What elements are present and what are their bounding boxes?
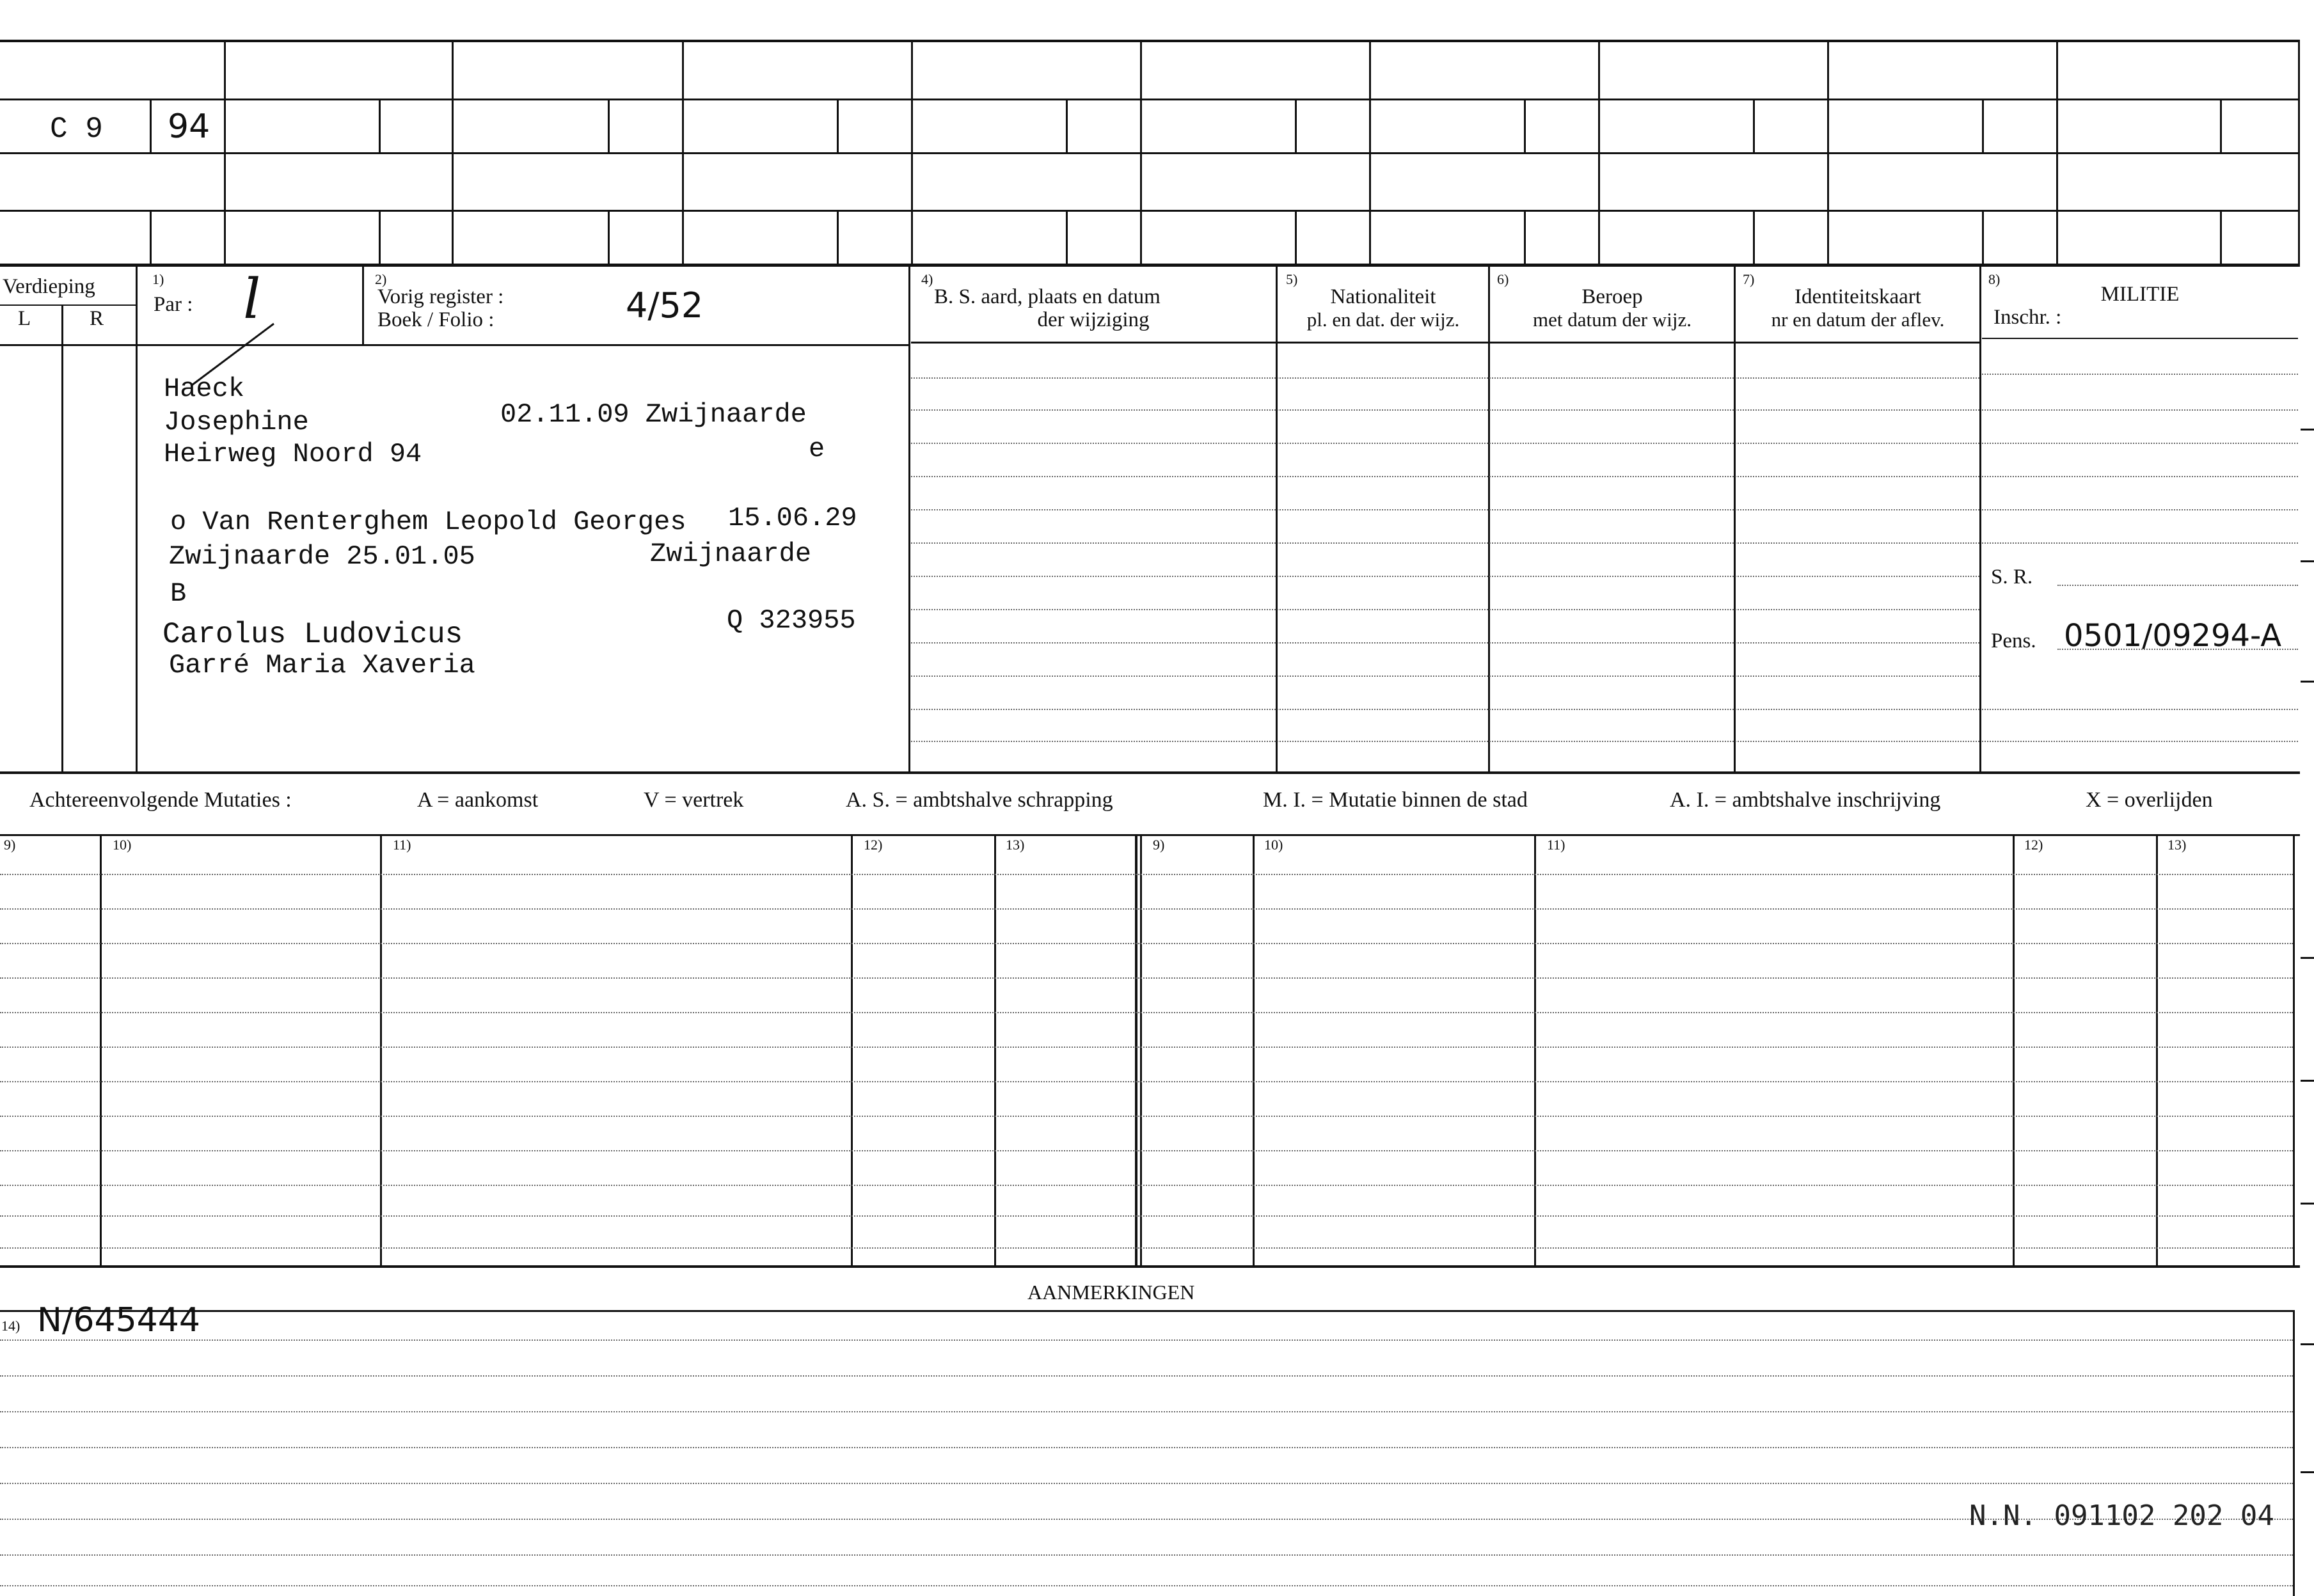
ruled-line <box>911 409 1979 411</box>
grid-divider <box>2220 99 2222 152</box>
grid-divider <box>150 210 152 265</box>
ruled-line <box>911 542 1979 544</box>
column-divider <box>362 266 364 344</box>
grid-divider <box>1295 99 1297 152</box>
column-divider <box>1734 266 1736 773</box>
id-number: Q 323955 <box>727 605 856 636</box>
marriage-place-date: Zwijnaarde 25.01.05 <box>169 541 475 572</box>
grid-divider <box>1524 99 1526 152</box>
spouse-date: 15.06.29 <box>728 503 857 533</box>
ruled-line <box>911 676 1979 677</box>
ruled-line <box>0 1411 2293 1412</box>
top-grid-rule <box>0 152 2300 154</box>
grid-divider <box>1066 210 1068 265</box>
ruled-line <box>0 1012 2293 1013</box>
column-divider <box>851 835 853 1265</box>
ruled-line <box>911 609 1979 610</box>
ruled-line <box>0 1081 2293 1082</box>
column-divider <box>908 266 910 773</box>
father-name: Carolus Ludovicus <box>162 618 463 651</box>
par-label: Par : <box>154 293 193 316</box>
ruled-line <box>0 943 2293 944</box>
beroep-sub-label: met datum der wijz. <box>1533 308 1692 331</box>
edge-tick <box>2301 1203 2314 1205</box>
field-number-14: 14) <box>1 1318 20 1334</box>
column-divider <box>1276 266 1278 773</box>
edge-tick <box>2301 681 2314 683</box>
ruled-line <box>0 1375 2293 1377</box>
first-name: Josephine <box>164 407 309 438</box>
mutation-col-10-right: 10) <box>1264 837 1283 853</box>
mother-name: Garré Maria Xaveria <box>169 650 475 681</box>
beroep-label: Beroep <box>1581 285 1643 308</box>
ruled-line <box>1982 374 2298 375</box>
spouse-place: Zwijnaarde <box>650 539 812 569</box>
header-bottom-rule <box>911 342 1979 344</box>
ruled-line <box>0 1116 2293 1117</box>
grid-divider <box>1066 99 1068 152</box>
top-grid-rule <box>0 99 2300 100</box>
legend-official-removal: A. S. = ambtshalve schrapping <box>846 788 1113 812</box>
grid-divider <box>1369 40 1371 265</box>
ruled-line <box>1982 409 2298 411</box>
ruled-line <box>911 443 1979 444</box>
grid-divider <box>224 40 226 265</box>
ruled-line <box>0 1185 2293 1186</box>
remarks-value: N/645444 <box>37 1301 200 1339</box>
remarks-title-rule <box>0 1310 2293 1312</box>
grid-divider <box>1753 210 1755 265</box>
address: Heirweg Noord 94 <box>164 439 422 470</box>
edge-tick <box>2301 1471 2314 1473</box>
grid-divider <box>1598 40 1600 265</box>
column-divider <box>380 835 382 1265</box>
birth-suffix: e <box>809 434 825 464</box>
mutation-col-13-right: 13) <box>2167 837 2187 853</box>
mutation-col-9-right: 9) <box>1153 837 1165 853</box>
ruled-line <box>0 874 2293 875</box>
grid-divider <box>452 40 454 265</box>
edge-tick <box>2301 1080 2314 1082</box>
verdieping-rule <box>0 304 136 306</box>
ruled-line <box>1982 542 2298 544</box>
inschr-label: Inschr. : <box>1993 306 2062 329</box>
ruled-line <box>1982 741 2298 742</box>
grid-divider <box>608 99 610 152</box>
col-l-label: L <box>18 307 31 330</box>
column-divider <box>2013 835 2015 1265</box>
ruled-line <box>0 1447 2293 1448</box>
grid-divider <box>608 210 610 265</box>
column-divider <box>994 835 996 1265</box>
ruled-line <box>911 377 1979 379</box>
header-bottom-rule <box>1982 338 2298 339</box>
table-top-rule <box>0 834 2300 836</box>
legend-arrival: A = aankomst <box>417 788 539 812</box>
ruled-line <box>0 1215 2293 1217</box>
boek-folio-label: Boek / Folio : <box>377 308 495 331</box>
ruled-line <box>0 1247 2293 1249</box>
legend-official-registration: A. I. = ambtshalve inschrijving <box>1670 788 1941 812</box>
edge-tick <box>2301 429 2314 431</box>
vorig-register-label: Vorig register : <box>377 285 504 308</box>
pens-label: Pens. <box>1991 629 2036 652</box>
column-divider <box>2293 835 2295 1265</box>
row-code: C 9 <box>50 113 103 146</box>
edge-tick <box>2301 1343 2314 1345</box>
grid-divider <box>379 210 381 265</box>
column-divider <box>136 266 138 773</box>
edge-tick <box>2301 957 2314 959</box>
column-divider <box>61 306 63 771</box>
grid-divider <box>1982 99 1984 152</box>
legend-death: X = overlijden <box>2086 788 2213 812</box>
ruled-line <box>0 1339 2293 1341</box>
ruled-line <box>911 741 1979 742</box>
ruled-line <box>911 709 1979 710</box>
mutation-col-12-right: 12) <box>2024 837 2043 853</box>
identiteitskaart-sub-label: nr en datum der aflev. <box>1771 308 1945 331</box>
grid-divider <box>379 99 381 152</box>
top-border <box>0 40 2300 42</box>
column-divider <box>2156 835 2158 1265</box>
ruled-line <box>0 1554 2293 1556</box>
ruled-line <box>0 1585 2293 1586</box>
grid-divider <box>911 40 913 265</box>
pens-line <box>2057 649 2298 650</box>
remarks-title: AANMERKINGEN <box>1027 1281 1195 1304</box>
legend-title: Achtereenvolgende Mutaties : <box>29 788 292 812</box>
column-divider <box>1253 835 1255 1265</box>
table-bottom-rule <box>0 1265 2300 1268</box>
mutation-col-9: 9) <box>4 837 16 853</box>
field-number-5: 5) <box>1286 271 1298 287</box>
grid-divider <box>2056 40 2058 265</box>
column-divider <box>100 835 102 1265</box>
legend-internal-move: M. I. = Mutatie binnen de stad <box>1263 788 1528 812</box>
column-divider <box>1140 835 1142 1265</box>
field-number-7: 7) <box>1743 271 1755 287</box>
field-number-4: 4) <box>921 271 933 287</box>
par-value: l <box>243 267 261 331</box>
vorig-register-value: 4/52 <box>626 285 704 326</box>
column-divider <box>1534 835 1536 1265</box>
ruled-line <box>0 1150 2293 1151</box>
grid-divider <box>682 40 684 265</box>
field-number-6: 6) <box>1497 271 1509 287</box>
field-number-8: 8) <box>1988 271 2001 287</box>
grid-divider <box>1524 210 1526 265</box>
grid-divider <box>1295 210 1297 265</box>
bs-label-line1: B. S. aard, plaats en datum <box>934 285 1161 308</box>
sr-line <box>2057 585 2298 586</box>
ruled-line <box>0 1519 2293 1520</box>
verdieping-label: Verdieping <box>3 275 95 298</box>
field-number-2: 2) <box>375 271 387 287</box>
ruled-line <box>1982 709 2298 710</box>
ruled-line <box>0 908 2293 910</box>
column-divider <box>1979 266 1981 773</box>
mutation-col-11: 11) <box>393 837 411 853</box>
ruled-line <box>0 1047 2293 1048</box>
bs-label-line2: der wijziging <box>1037 308 1150 331</box>
right-edge-rule <box>2293 1310 2295 1596</box>
ruled-line <box>911 509 1979 510</box>
surname: Haeck <box>164 374 245 404</box>
row-number: 94 <box>168 107 210 146</box>
mutation-col-10: 10) <box>113 837 132 853</box>
grid-divider <box>837 99 839 152</box>
grid-divider <box>1827 40 1829 265</box>
ruled-line <box>911 476 1979 477</box>
edge-tick <box>2301 560 2314 562</box>
ruled-line <box>0 977 2293 979</box>
ruled-line <box>1982 443 2298 444</box>
col-r-label: R <box>90 307 104 330</box>
nationaliteit-label: Nationaliteit <box>1330 285 1436 308</box>
grid-divider <box>837 210 839 265</box>
grid-divider <box>2220 210 2222 265</box>
mutation-col-13: 13) <box>1006 837 1025 853</box>
column-divider <box>1135 835 1137 1265</box>
mutation-col-12: 12) <box>864 837 883 853</box>
nationaliteit-sub-label: pl. en dat. der wijz. <box>1306 308 1460 331</box>
section-border <box>0 264 2300 267</box>
field-number-1: 1) <box>152 271 164 287</box>
b-mark: B <box>170 578 187 609</box>
column-divider <box>1488 266 1490 773</box>
spouse-name: o Van Renterghem Leopold Georges <box>170 507 686 537</box>
grid-divider <box>150 99 152 152</box>
ruled-line <box>0 1483 2293 1484</box>
birth-date-place: 02.11.09 Zwijnaarde <box>500 399 807 430</box>
grid-divider <box>1982 210 1984 265</box>
top-grid-rule <box>0 210 2300 212</box>
ruled-line <box>911 576 1979 577</box>
national-number-stamp: N.N. 091102 202 04 <box>1969 1499 2274 1532</box>
ruled-line <box>911 642 1979 644</box>
section-border <box>0 771 2300 774</box>
grid-divider <box>2298 40 2300 265</box>
grid-divider <box>1140 40 1142 265</box>
ruled-line <box>1982 509 2298 510</box>
legend-departure: V = vertrek <box>644 788 744 812</box>
sr-label: S. R. <box>1991 565 2033 589</box>
identiteitskaart-label: Identiteitskaart <box>1795 285 1921 308</box>
grid-divider <box>1753 99 1755 152</box>
ruled-line <box>1982 476 2298 477</box>
militie-label: MILITIE <box>2100 283 2180 306</box>
pens-value: 0501/09294-A <box>2064 618 2282 654</box>
mutation-col-11-right: 11) <box>1547 837 1565 853</box>
